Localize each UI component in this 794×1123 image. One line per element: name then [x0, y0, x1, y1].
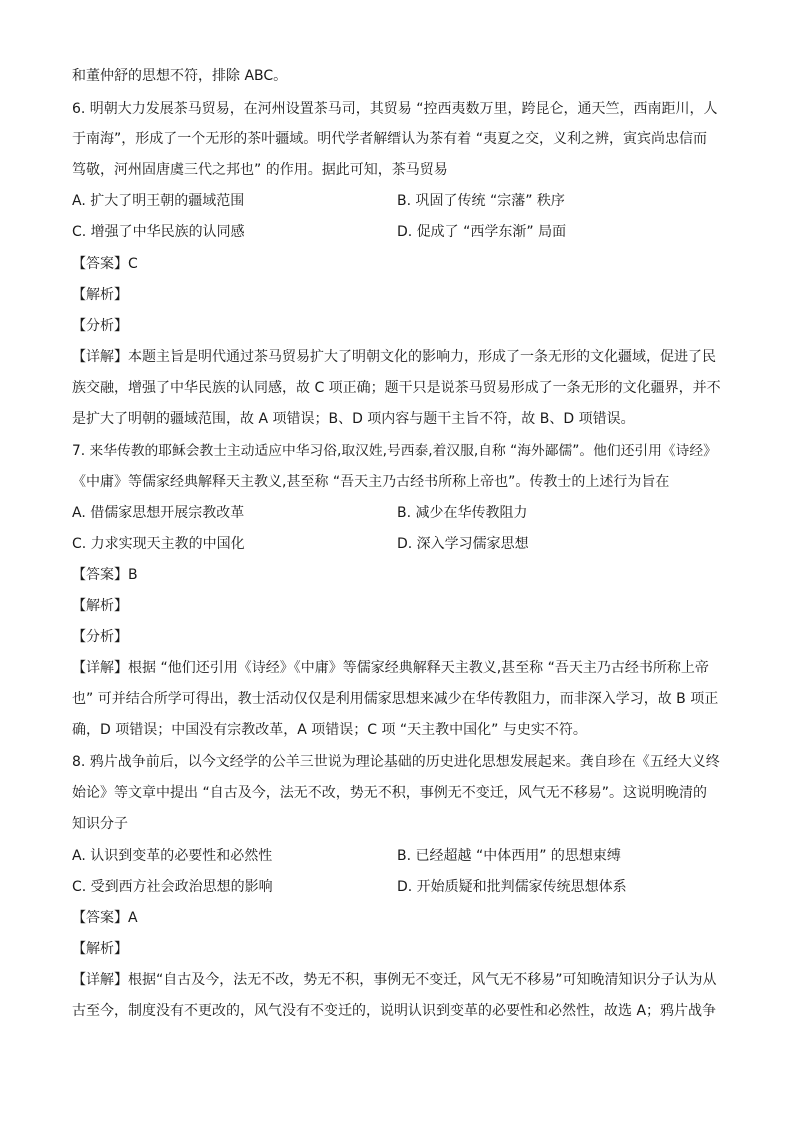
question-7-stem: 《中庸》等儒家经典解释天主教义,甚至称 “吾天主乃古经书所称上帝也”。传教士的上述行为旨在: [72, 474, 670, 490]
question-7-stem: 7. 来华传教的耶稣会教士主动适应中华习俗,取汉姓,号西泰,着汉服,自称 “海外鄙儒”。他们还引用《诗经》: [72, 443, 717, 459]
question-7-option-a: A. 借儒家思想开展宗教改革: [72, 505, 245, 521]
question-6-option-a: A. 扩大了明王朝的疆域范围: [72, 193, 245, 209]
question-6-option-c: C. 增强了中华民族的认同感: [72, 224, 245, 240]
analysis-sublabel: 【分析】: [72, 318, 128, 334]
question-8-stem: 8. 鸦片战争前后，以今文经学的公羊三世说为理论基础的历史进化思想发展起来。龚自珍在《五经大义终: [72, 754, 720, 770]
answer-label: 【答案】C: [72, 256, 138, 272]
question-6-stem: 笃敬，河州固唐虞三代之邦也” 的作用。据此可知，茶马贸易: [72, 162, 448, 178]
text-line: 和董仲舒的思想不符，排除 ABC。: [72, 68, 288, 84]
explanation-line: 是扩大了明朝的疆域范围，故 A 项错误；B、D 项内容与题干主旨不符，故 B、D 项错误。: [72, 411, 635, 427]
explanation-line: 也” 可并结合所学可得出，教士活动仅仅是利用儒家思想来减少在华传教阻力，而非深入学习，故 B 项正: [72, 691, 719, 707]
analysis-label: 【解析】: [72, 941, 128, 957]
answer-label: 【答案】B: [72, 567, 138, 583]
explanation-line: 确，D 项错误；中国没有宗教改革，A 项错误；C 项 “天主教中国化” 与史实不符。: [72, 722, 587, 738]
explanation-line: 族交融，增强了中华民族的认同感，故 C 项正确；题干只是说茶马贸易形成了一条无形的文化疆界，并不: [72, 380, 721, 396]
question-8-stem: 知识分子: [72, 816, 128, 832]
question-8-option-b: B. 已经超越 “中体西用” 的思想束缚: [397, 848, 621, 864]
question-7-option-c: C. 力求实现天主教的中国化: [72, 536, 245, 552]
question-8-option-a: A. 认识到变革的必要性和必然性: [72, 848, 273, 864]
question-7-option-b: B. 减少在华传教阻力: [397, 505, 528, 521]
question-8-option-d: D. 开始质疑和批判儒家传统思想体系: [397, 879, 627, 895]
analysis-label: 【解析】: [72, 287, 128, 303]
explanation-line: 【详解】根据 “他们还引用《诗经》《中庸》等儒家经典解释天主教义,甚至称 “吾天主乃古经书所称上帝: [72, 660, 709, 676]
question-8-stem: 始论》等文章中提出 “自古及今，法无不改，势无不积，事例无不变迁，风气无不移易”。这说明晚清的: [72, 785, 707, 801]
question-6-stem: 6. 明朝大力发展茶马贸易，在河州设置茶马司，其贸易 “控西夷数万里，跨昆仑，通天竺，西南距川，人: [72, 101, 718, 117]
question-7-option-d: D. 深入学习儒家思想: [397, 536, 529, 552]
question-6-option-d: D. 促成了 “西学东渐” 局面: [397, 224, 567, 240]
explanation-line: 古至今，制度没有不更改的，风气没有不变迁的，说明认识到变革的必要性和必然性，故选 A；鸦片战争: [72, 1003, 717, 1019]
question-6-option-b: B. 巩固了传统 “宗藩” 秩序: [397, 193, 565, 209]
explanation-line: 【详解】根据“自古及今，法无不改，势无不积，事例无不变迁，风气无不移易”可知晚清知识分子认为从: [72, 972, 717, 988]
question-6-stem: 于南海”，形成了一个无形的茶叶疆域。明代学者解缙认为茶有着 “夷夏之交，义利之辨，寅宾尚忠信而: [72, 131, 707, 147]
question-8-option-c: C. 受到西方社会政治思想的影响: [72, 879, 273, 895]
answer-label: 【答案】A: [72, 910, 138, 926]
explanation-line: 【详解】本题主旨是明代通过茶马贸易扩大了明朝文化的影响力，形成了一条无形的文化疆域，促进了民: [72, 349, 716, 365]
analysis-sublabel: 【分析】: [72, 629, 128, 645]
analysis-label: 【解析】: [72, 598, 128, 614]
